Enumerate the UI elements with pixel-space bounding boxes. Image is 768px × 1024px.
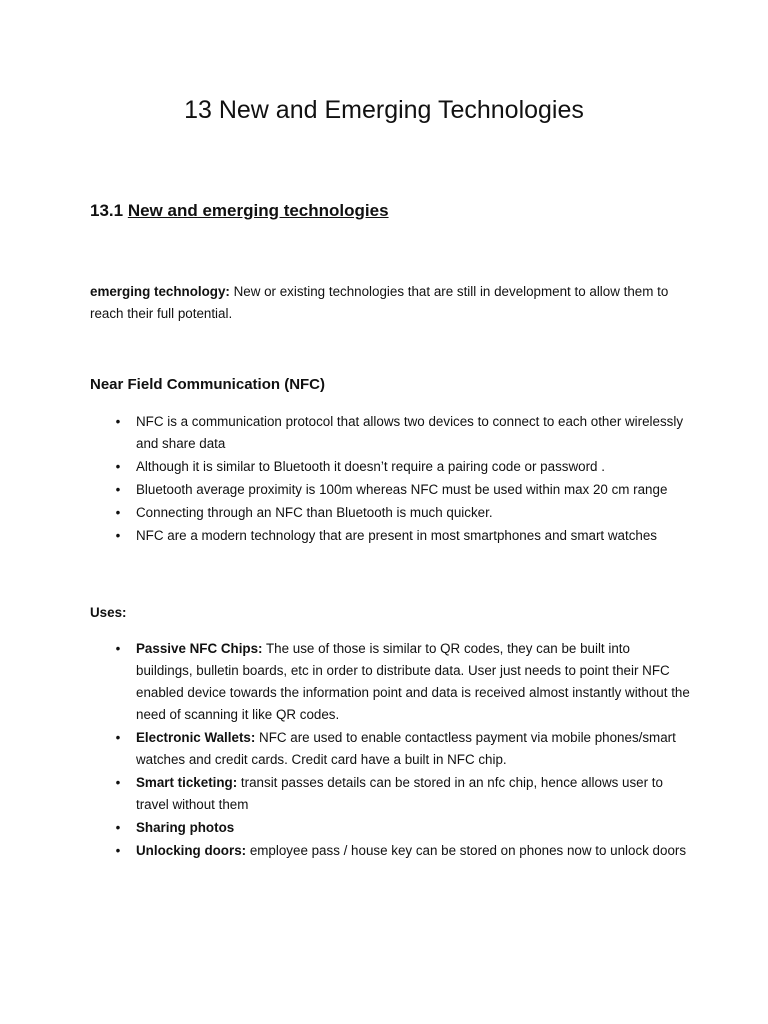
list-item-text: employee pass / house key can be stored on phones now to unlock doors: [246, 843, 687, 858]
list-item: [90, 479, 690, 501]
bullet-icon: •: [115, 641, 121, 656]
uses-list: [90, 638, 690, 863]
list-item-term: Unlocking doors:: [136, 843, 247, 858]
bullet-icon: •: [115, 414, 121, 429]
bullet-icon: •: [115, 459, 121, 474]
bullet-icon: •: [115, 482, 121, 497]
list-item-text: Although it is similar to Bluetooth it doesn’t require a pairing code or password .: [136, 459, 605, 474]
list-item: [90, 817, 690, 839]
list-item-text: NFC is a communication protocol that allows two devices to connect to each other wirelessly and share data: [136, 414, 684, 451]
definition-paragraph: [90, 281, 690, 324]
list-item: [90, 638, 690, 726]
bullet-icon: •: [115, 775, 121, 790]
list-item-text: NFC are a modern technology that are present in most smartphones and smart watches: [136, 528, 657, 543]
list-item: [90, 840, 690, 862]
list-item-term: Passive NFC Chips:: [136, 641, 263, 656]
list-item-text: Connecting through an NFC than Bluetooth is much quicker.: [136, 505, 493, 520]
list-item: [90, 772, 690, 816]
uses-label: [90, 602, 690, 624]
section-heading-text: New and emerging technologies: [127, 201, 389, 220]
list-item-text: NFC are used to enable contactless payment via mobile phones/smart watches and credit cards. Credit card have a built in NFC chip.: [136, 730, 676, 767]
nfc-points-list: [90, 411, 690, 548]
uses-label-text: Uses:: [90, 605, 127, 620]
bullet-icon: •: [115, 505, 121, 520]
list-item: [90, 502, 690, 524]
list-item-text: The use of those is similar to QR codes, they can be built into buildings, bulletin boards, etc in order to distribute data. User just needs to point their NFC enabled device towards the information point and data is received almost instantly without the need of scanning it like QR codes.: [136, 641, 690, 722]
bullet-icon: •: [115, 843, 121, 858]
section-number: 13.1: [90, 201, 124, 220]
list-item-text: transit passes details can be stored in an nfc chip, hence allows user to travel without them: [136, 775, 663, 812]
list-item-term: Electronic Wallets:: [136, 730, 256, 745]
list-item-term: Sharing photos: [136, 820, 235, 835]
list-item: [90, 411, 690, 455]
definition-text: New or existing technologies that are still in development to allow them to reach their full potential.: [90, 284, 669, 321]
page-title: 13 New and Emerging Technologies: [184, 96, 584, 124]
definition-term: emerging technology:: [90, 284, 230, 299]
list-item: [90, 727, 690, 771]
list-item-term: Smart ticketing:: [136, 775, 238, 790]
bullet-icon: •: [115, 730, 121, 745]
section-heading: [90, 198, 389, 224]
list-item: [90, 456, 690, 478]
bullet-icon: •: [115, 528, 121, 543]
list-item-text: Bluetooth average proximity is 100m whereas NFC must be used within max 20 cm range: [136, 482, 668, 497]
nfc-heading: Near Field Communication (NFC): [90, 376, 326, 393]
bullet-icon: •: [115, 820, 121, 835]
list-item: [90, 525, 690, 547]
